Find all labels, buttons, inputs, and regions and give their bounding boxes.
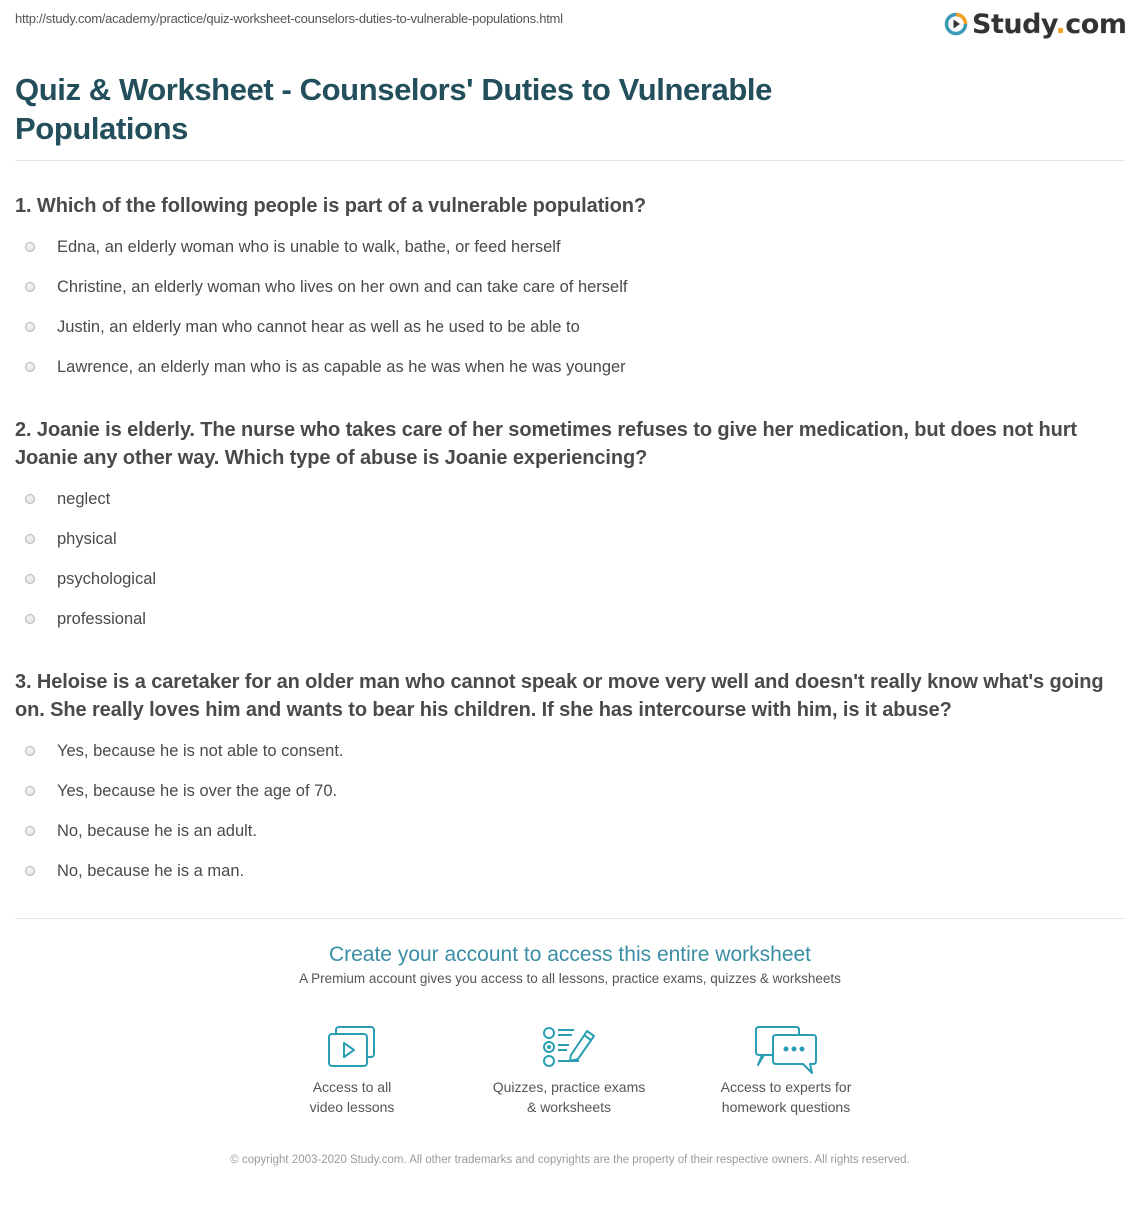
chat-bubbles-icon (754, 1025, 818, 1075)
feature-label: Quizzes, practice exams & worksheets (492, 1079, 646, 1115)
answer-option[interactable] (15, 771, 1125, 811)
answer-option[interactable] (15, 599, 1125, 639)
question-2 (15, 416, 1125, 639)
answer-label: Yes, because he is not able to consent. (57, 741, 344, 760)
radio-button[interactable] (25, 574, 35, 584)
page-url: http://study.com/academy/practice/quiz-worksheet-counselors-duties-to-vulnerable-populations.html (15, 11, 563, 26)
logo-wordmark: Study.com (972, 8, 1127, 40)
question-1 (15, 192, 1125, 387)
feature-list (0, 1025, 1140, 1135)
answer-option[interactable] (15, 267, 1125, 307)
feature-quizzes (469, 1025, 669, 1117)
radio-button[interactable] (25, 534, 35, 544)
answer-list (15, 227, 1125, 387)
feature-label: Access to all video lessons (309, 1079, 395, 1115)
answer-label: No, because he is a man. (57, 861, 245, 880)
feature-experts (686, 1025, 886, 1117)
answer-option[interactable] (15, 811, 1125, 851)
question-text: 1. Which of the following people is part of a vulnerable population? (15, 195, 646, 217)
answer-label: Lawrence, an elderly man who is as capable as he was when he was younger (57, 357, 626, 376)
radio-button[interactable] (25, 826, 35, 836)
radio-button[interactable] (25, 242, 35, 252)
logo-dot: . (1055, 8, 1066, 40)
cta-title-link[interactable]: Create your account to access this entire worksheet (328, 943, 812, 966)
answer-list (15, 731, 1125, 891)
title-divider (15, 160, 1125, 161)
answer-label: psychological (57, 569, 157, 588)
radio-button[interactable] (25, 866, 35, 876)
radio-button[interactable] (25, 746, 35, 756)
feature-label: Access to experts for homework questions (720, 1079, 852, 1115)
radio-button[interactable] (25, 362, 35, 372)
signup-cta (0, 940, 1140, 986)
answer-option[interactable] (15, 307, 1125, 347)
radio-button[interactable] (25, 614, 35, 624)
answer-option[interactable] (15, 479, 1125, 519)
answer-label: professional (57, 609, 146, 628)
answer-option[interactable] (15, 559, 1125, 599)
quiz-checklist-icon (541, 1025, 597, 1069)
answer-label: No, because he is an adult. (57, 821, 257, 840)
page-title: Quiz & Worksheet - Counselors' Duties to Vulnerable Populations (15, 72, 772, 146)
answer-list (15, 479, 1125, 639)
video-lessons-icon (326, 1025, 378, 1069)
answer-option[interactable] (15, 347, 1125, 387)
question-text: 2. Joanie is elderly. The nurse who takes care of her sometimes refuses to give her medication, but does not hurt Joanie any other way. Which type of abuse is Joanie experiencing? (15, 419, 1077, 469)
play-ring-icon (944, 12, 968, 36)
answer-label: physical (57, 529, 117, 548)
radio-button[interactable] (25, 786, 35, 796)
answer-option[interactable] (15, 851, 1125, 891)
radio-button[interactable] (25, 322, 35, 332)
answer-label: Christine, an elderly woman who lives on her own and can take care of herself (57, 277, 628, 296)
answer-label: Justin, an elderly man who cannot hear as well as he used to be able to (57, 317, 580, 336)
radio-button[interactable] (25, 494, 35, 504)
answer-label: neglect (57, 489, 111, 508)
answer-label: Yes, because he is over the age of 70. (57, 781, 338, 800)
question-3 (15, 668, 1125, 891)
section-divider (15, 918, 1125, 919)
answer-option[interactable] (15, 227, 1125, 267)
cta-subtitle: A Premium account gives you access to all lessons, practice exams, quizzes & worksheets (299, 971, 841, 986)
radio-button[interactable] (25, 282, 35, 292)
answer-option[interactable] (15, 731, 1125, 771)
answer-option[interactable] (15, 519, 1125, 559)
answer-label: Edna, an elderly woman who is unable to walk, bathe, or feed herself (57, 237, 561, 256)
feature-video-lessons (252, 1025, 452, 1117)
copyright-footer: © copyright 2003-2020 Study.com. All other trademarks and copyrights are the property of their respective owners. All rights reserved. (230, 1154, 910, 1166)
question-text: 3. Heloise is a caretaker for an older man who cannot speak or move very well and doesn't really know what's going on. She really loves him and wants to bear his children. If she has intercourse with him, is it abuse? (15, 671, 1104, 721)
study-logo[interactable] (944, 8, 1127, 40)
